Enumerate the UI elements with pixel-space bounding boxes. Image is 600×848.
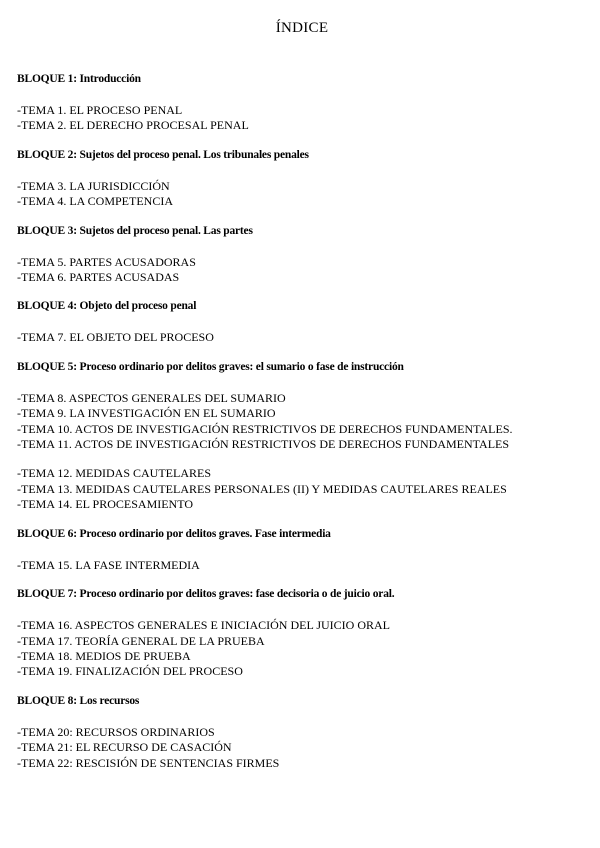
bloque-heading-8: BLOQUE 8: Los recursos (17, 694, 140, 707)
index-content (17, 72, 592, 785)
tema-item: -TEMA 1. EL PROCESO PENAL (17, 103, 183, 117)
tema-item: -TEMA 22: RESCISIÓN DE SENTENCIAS FIRMES (17, 755, 280, 770)
tema-item: -TEMA 15. LA FASE INTERMEDIA (17, 557, 200, 572)
tema-item: -TEMA 9. LA INVESTIGACIÓN EN EL SUMARIO (17, 406, 276, 421)
tema-item: -TEMA 5. PARTES ACUSADORAS (17, 254, 196, 269)
tema-group (17, 725, 592, 771)
tema-group (17, 558, 592, 573)
bloque-heading-1: BLOQUE 1: Introducción (17, 73, 141, 85)
tema-group (17, 179, 592, 210)
bloque-heading-7: BLOQUE 7: Proceso ordinario por delitos graves: fase decisoria o de juicio oral. (17, 588, 395, 601)
tema-item: -TEMA 12. MEDIDAS CAUTELARES (17, 466, 211, 481)
bloque-heading-2: BLOQUE 2: Sujetos del proceso penal. Los tribunales penales (17, 148, 309, 161)
tema-item: -TEMA 7. EL OBJETO DEL PROCESO (17, 330, 214, 345)
bloque-heading-3: BLOQUE 3: Sujetos del proceso penal. Las partes (17, 224, 253, 237)
tema-group (17, 255, 592, 286)
tema-item: -TEMA 8. ASPECTOS GENERALES DEL SUMARIO (17, 390, 286, 405)
tema-item: -TEMA 10. ACTOS DE INVESTIGACIÓN RESTRICTIVOS DE DERECHOS FUNDAMENTALES. (17, 421, 513, 436)
tema-group (17, 466, 592, 512)
tema-item: -TEMA 21: EL RECURSO DE CASACIÓN (17, 740, 232, 755)
tema-item: -TEMA 4. LA COMPETENCIA (17, 194, 173, 209)
bloque-heading-6: BLOQUE 6: Proceso ordinario por delitos graves. Fase intermedia (17, 527, 331, 540)
tema-item: -TEMA 20: RECURSOS ORDINARIOS (17, 724, 215, 739)
tema-item: -TEMA 3. LA JURISDICCIÓN (17, 178, 170, 193)
tema-group (17, 618, 592, 680)
tema-item: -TEMA 18. MEDIOS DE PRUEBA (17, 648, 191, 663)
tema-item: -TEMA 13. MEDIDAS CAUTELARES PERSONALES (II) Y MEDIDAS CAUTELARES REALES (17, 481, 507, 496)
tema-item: -TEMA 14. EL PROCESAMIENTO (17, 497, 194, 512)
tema-item: -TEMA 6. PARTES ACUSADAS (17, 270, 180, 285)
tema-item: -TEMA 16. ASPECTOS GENERALES E INICIACIÓN DEL JUICIO ORAL (17, 618, 390, 633)
tema-item: -TEMA 11. ACTOS DE INVESTIGACIÓN RESTRICTIVOS DE DERECHOS FUNDAMENTALES (17, 437, 510, 452)
bloque-heading-4: BLOQUE 4: Objeto del proceso penal (17, 300, 197, 313)
tema-item: -TEMA 19. FINALIZACIÓN DEL PROCESO (17, 664, 243, 679)
tema-group (17, 330, 592, 345)
bloque-heading-5: BLOQUE 5: Proceso ordinario por delitos graves: el sumario o fase de instrucción (17, 360, 404, 373)
tema-item: -TEMA 17. TEORÍA GENERAL DE LA PRUEBA (17, 633, 265, 648)
tema-item: -TEMA 2. EL DERECHO PROCESAL PENAL (17, 118, 249, 133)
tema-group (17, 391, 592, 453)
page-title: ÍNDICE (275, 20, 329, 36)
tema-group (17, 103, 592, 134)
